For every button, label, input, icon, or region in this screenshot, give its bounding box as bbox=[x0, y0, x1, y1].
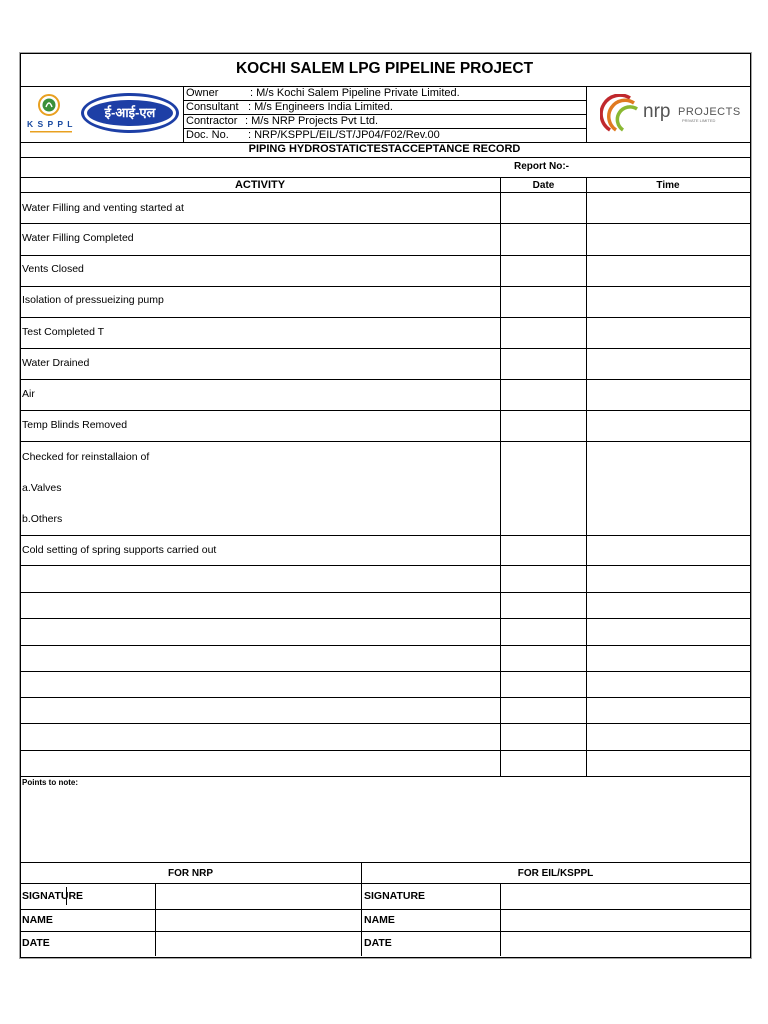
consultant-value: : M/s Engineers India Limited. bbox=[248, 101, 393, 113]
nrp-date-label: DATE bbox=[22, 937, 50, 949]
activity-row-6: Water Drained bbox=[22, 357, 90, 369]
activity-row-5: Test Completed T bbox=[22, 326, 105, 338]
nrp-signature-label: SIGNATURE bbox=[22, 890, 84, 902]
col-header-time: Time bbox=[656, 180, 680, 191]
date-col-divider bbox=[500, 192, 501, 776]
activity-row-3: Vents Closed bbox=[22, 263, 84, 275]
report-no-label: Report No:- bbox=[514, 161, 569, 172]
nrp-logo-icon bbox=[600, 94, 640, 134]
points-to-note-label: Points to note: bbox=[22, 778, 78, 787]
form-title: PIPING HYDROSTATICTESTACCEPTANCE RECORD bbox=[248, 143, 521, 155]
activity-row-11: b.Others bbox=[22, 513, 63, 525]
activity-row-12: Cold setting of spring supports carried out bbox=[22, 544, 217, 556]
eil-logo bbox=[81, 93, 179, 133]
ksppl-logo bbox=[24, 90, 78, 140]
activity-row-1: Water Filling and venting started at bbox=[22, 202, 184, 214]
page-title: KOCHI SALEM LPG PIPELINE PROJECT bbox=[235, 60, 534, 77]
ksppl-logo-icon bbox=[24, 90, 78, 140]
nrp-logo bbox=[600, 94, 740, 136]
contractor-label: Contractor bbox=[186, 115, 238, 127]
col-header-date: Date bbox=[532, 180, 555, 191]
time-col-divider bbox=[586, 192, 587, 776]
nrp-logo-text: nrp bbox=[643, 101, 671, 122]
for-nrp-header: FOR NRP bbox=[168, 868, 213, 879]
activity-row-2: Water Filling Completed bbox=[22, 232, 134, 244]
activity-row-7: Air bbox=[22, 388, 35, 400]
eil-logo-text: ई-आई-एल bbox=[104, 105, 156, 120]
docno-value: : NRP/KSPPL/EIL/ST/JP04/F02/Rev.00 bbox=[248, 129, 440, 141]
col-header-activity: ACTIVITY bbox=[234, 179, 286, 191]
eil-date-label: DATE bbox=[364, 937, 392, 949]
activity-row-9: Checked for reinstallaion of bbox=[22, 451, 150, 463]
docno-label: Doc. No. bbox=[186, 129, 229, 141]
eil-signature-label: SIGNATURE bbox=[364, 890, 426, 902]
ksppl-logo-text: K S P P L bbox=[27, 119, 74, 129]
owner-label: Owner bbox=[186, 87, 219, 99]
consultant-label: Consultant bbox=[186, 101, 239, 113]
activity-row-4: Isolation of pressueizing pump bbox=[22, 294, 164, 306]
nrp-name-label: NAME bbox=[22, 914, 53, 926]
eil-name-label: NAME bbox=[364, 914, 395, 926]
nrp-logo-tiny: PRIVATE LIMITED bbox=[682, 118, 716, 123]
contractor-value: : M/s NRP Projects Pvt Ltd. bbox=[245, 115, 379, 127]
activity-row-8: Temp Blinds Removed bbox=[22, 419, 128, 431]
owner-value: : M/s Kochi Salem Pipeline Private Limited. bbox=[250, 87, 460, 99]
nrp-logo-sub: PROJECTS bbox=[678, 106, 741, 118]
activity-row-10: a.Valves bbox=[22, 482, 62, 494]
for-eil-ksppl-header: FOR EIL/KSPPL bbox=[517, 868, 594, 879]
